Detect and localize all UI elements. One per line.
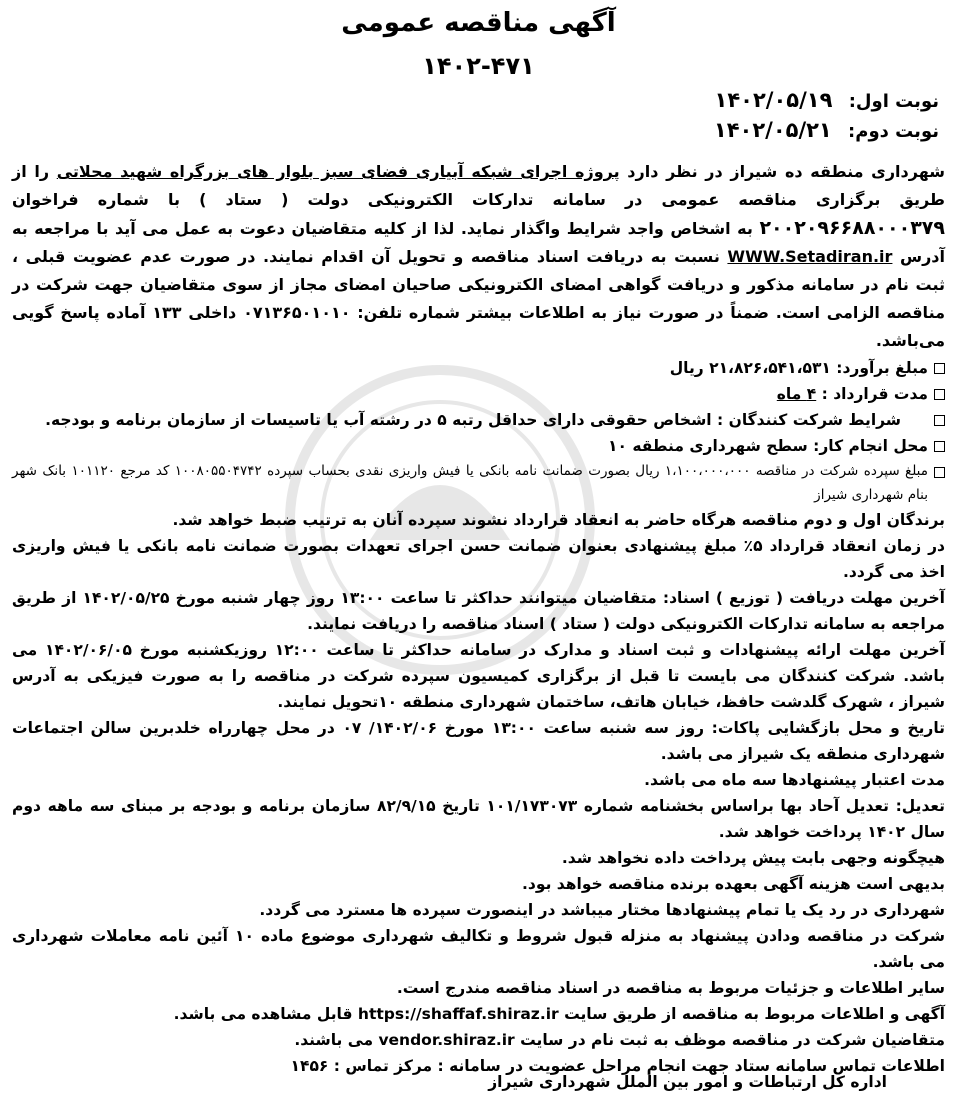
duration-value: ۴ ماه	[776, 385, 817, 403]
round-label: نوبت دوم:	[848, 121, 939, 142]
round-date: ۱۴۰۲/۰۵/۱۹	[714, 88, 833, 112]
bullet-location	[12, 433, 945, 459]
paragraph: بدیهی است هزینه آگهی بعهده برنده مناقصه خواهد بود.	[522, 875, 945, 893]
issuer-signature: اداره کل ارتباطات و امور بین الملل شهرداری شیراز	[488, 1073, 887, 1091]
paragraph: آخرین مهلت ارائه پیشنهادات و ثبت اسناد و مدارک در سامانه حداکثر تا ساعت ۱۲:۰۰ روزیکشنبه مورخ ۱۴۰۲/۰۶/۰۵ می باشد. شرکت کنندگان می بایست تا قبل از برگزاری کمیسیون سپرده شرکت در مناقصه را به صورت فیزیکی به آدرس شیراز ، شهرک گلدشت حافظ، خیابان هاتف، ساختمان شهرداری منطقه ۱۰تحویل نمایند.	[12, 641, 945, 711]
paragraph: تعدیل: تعدیل آحاد بها براساس بخشنامه شماره ۱۰۱/۱۷۳۰۷۳ تاریخ ۸۲/۹/۱۵ سازمان برنامه و بودجه بر مبنای سه ماهه دوم سال ۱۴۰۲ پرداخت خواهد شد.	[12, 797, 945, 841]
paragraph: هیچگونه وجهی بابت پیش پرداخت داده نخواهد شد.	[561, 849, 945, 867]
first-round	[715, 88, 939, 112]
bullet-conditions	[12, 407, 945, 433]
paragraph: آخرین مهلت دریافت ( توزیع ) اسناد: متقاضیان میتوانند حداکثر تا ساعت ۱۳:۰۰ روز چهار شنبه مورخ ۱۴۰۲/۰۵/۲۵ از طریق مراجعه به سامانه تدارکات الکترونیکی دولت ( ستاد ) اسناد مناقصه را دریافت نمایند.	[12, 589, 945, 633]
round-date: ۱۴۰۲/۰۵/۲۱	[713, 118, 832, 142]
paragraph: شهرداری در رد یک یا تمام پیشنهادها مختار میباشد در اینصورت سپرده ها مسترد می گردد.	[259, 901, 945, 919]
paragraph: شرکت در مناقصه ودادن پیشنهاد به منزله قبول شروط و تکالیف شهرداری موضوع ماده ۱۰ آئین نامه معاملات شهرداری می باشد.	[12, 927, 945, 971]
paragraph: برندگان اول و دوم مناقصه هرگاه حاضر به انعقاد قرارداد نشوند سپرده آنان به ترتیب ضبط خواهد شد.	[172, 511, 945, 529]
notice-title: آگهی مناقصه عمومی	[341, 8, 616, 38]
checkbox-icon	[934, 467, 945, 478]
paragraph: سایر اطلاعات و جزئیات مربوط به مناقصه در اسناد مناقصه مندرج است.	[396, 979, 945, 997]
deposit-text: مبلغ سپرده شرکت در مناقصه ۱،۱۰۰،۰۰۰،۰۰۰ ریال بصورت ضمانت نامه بانکی یا فیش واریزی نقدی بحساب سپرده ۱۰۰۸۰۵۵۰۴۷۴۲ کد مرجع ۱۰۱۱۲۰ بانک شهر بنام شهرداری شیراز	[12, 463, 928, 503]
project-title: پروژه اجرای شبکه آبیاری فضای سبز بلوار های بزرگراه شهید محلاتی	[56, 162, 620, 181]
notice-number: ۱۴۰۲-۴۷۱	[422, 52, 535, 80]
paragraph: آگهی و اطلاعات مربوط به مناقصه از طریق سایت https://shaffaf.shiraz.ir قابل مشاهده می باشد.	[173, 1005, 945, 1023]
checkbox-icon	[934, 415, 945, 426]
duration-label: مدت قرارداد :	[821, 385, 928, 403]
round-label: نوبت اول:	[848, 91, 939, 112]
paragraph: تاریخ و محل بازگشایی پاکات: روز سه شنبه ساعت ۱۳:۰۰ مورخ ۱۴۰۲/۰۶/ ۰۷ در محل چهارراه خلدبرین سالن اجتماعات شهرداری منطقه یک شیراز می باشد.	[12, 719, 945, 763]
second-round	[714, 118, 939, 142]
notice-body	[12, 158, 945, 1079]
bullet-estimate	[12, 355, 945, 381]
bullet-deposit	[12, 459, 945, 507]
checkbox-icon	[934, 441, 945, 452]
intro-text-3: به اشخاص واجد شرایط واگذار نماید. لذا از کلیه متقاضیان دعوت به عمل می آید با مراجعه به آدرس	[12, 219, 945, 266]
checkbox-icon	[934, 363, 945, 374]
paragraph: مدت اعتبار پیشنهادها سه ماه می باشد.	[644, 771, 945, 789]
intro-paragraph	[12, 158, 945, 355]
intro-text-1: شهرداری منطقه ده شیراز در نظر دارد	[627, 162, 946, 181]
estimate-text: مبلغ برآورد: ۲۱،۸۲۶،۵۴۱،۵۳۱ ریال	[669, 359, 928, 377]
call-number: ۲۰۰۲۰۹۶۶۸۸۰۰۰۳۷۹	[759, 217, 945, 239]
paragraph: اطلاعات تماس سامانه ستاد جهت انجام مراحل عضویت در سامانه : مرکز تماس : ۱۴۵۶	[290, 1057, 945, 1075]
conditions-text: شرایط شرکت کنندگان : اشخاص حقوقی دارای حداقل رتبه ۵ در رشته آب یا تاسیسات از سازمان برنامه و بودجه.	[45, 411, 902, 429]
paragraph: در زمان انعقاد قرارداد ۵٪ مبلغ پیشنهادی بعنوان ضمانت حسن اجرای تعهدات بصورت ضمانت نامه بانکی یا فیش واریزی اخذ می گردد.	[12, 537, 946, 581]
intro-text-4: نسبت به دریافت اسناد مناقصه و تحویل آن اقدام نمایند. در صورت عدم عضویت قبلی ، ثبت نام در سامانه مذکور و دریافت گواهی امضای الکترونیکی صاحیان امضای مجاز از سوی متقاضیان جهت شرکت در مناقصه الزامی است. ضمناً در صورت نیاز به اطلاعات بیشتر شماره تلفن: ۰۷۱۳۶۵۰۱۰۱۰ داخلی ۱۳۳ آماده پاسخ گویی می‌باشد.	[12, 247, 945, 350]
intro-text-2: را از طریق برگزاری مناقصه عمومی در سامانه تدارکات الکترونیکی دولت ( ستاد ) با شماره فراخوان	[12, 162, 945, 209]
location-text: محل انجام کار: سطح شهرداری منطقه ۱۰	[608, 437, 928, 455]
paragraph: متقاضیان شرکت در مناقصه موظف به ثبت نام در سایت vendor.shiraz.ir می باشند.	[294, 1031, 945, 1049]
checkbox-icon	[934, 389, 945, 400]
bullet-duration	[12, 381, 945, 407]
setadiran-link[interactable]: WWW.Setadiran.ir	[727, 247, 893, 266]
